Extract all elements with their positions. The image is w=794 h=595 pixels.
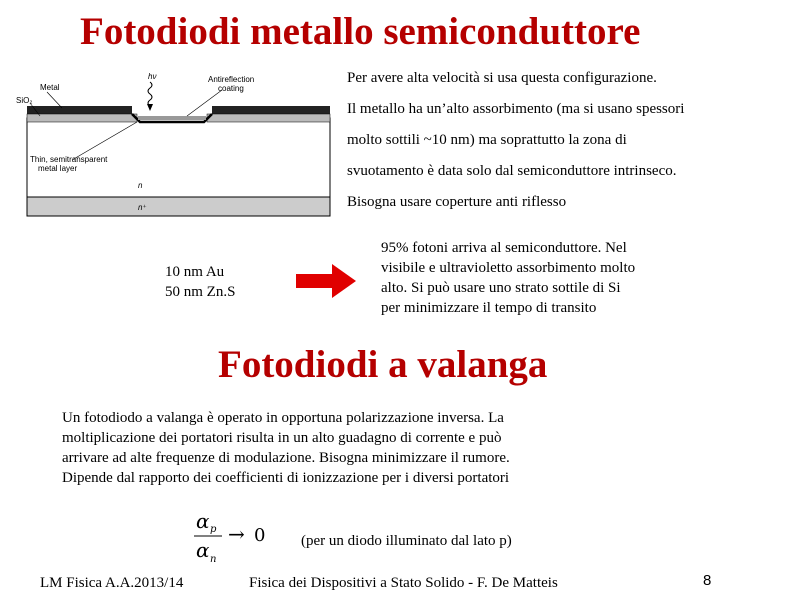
footer-author: Fisica dei Dispositivi a Stato Solido - F. De Matteis — [249, 575, 558, 591]
antireflection-coating — [138, 116, 206, 120]
formula-arrow: → — [228, 522, 245, 546]
formula-alpha-num: α — [196, 509, 210, 533]
layer-zns: 50 nm Zn.S — [165, 284, 236, 300]
label-coating: coating — [218, 84, 244, 93]
label-sio2: SiO₂ — [16, 96, 33, 105]
slide-title-metal-semiconductor: Fotodiodi metallo semiconduttore — [80, 10, 641, 53]
formula-zero: 0 — [254, 525, 266, 546]
sio2-layer-right — [207, 114, 330, 122]
metal-contact-right — [212, 106, 330, 114]
layer-gold: 10 nm Au — [165, 264, 225, 280]
coating-layers — [165, 262, 285, 302]
avalanche-line: Un fotodiodo a valanga è operato in opportuna polarizzazione inversa. La — [62, 410, 504, 426]
page-number: 8 — [703, 572, 712, 589]
avalanche-line: moltiplicazione dei portatori risulta in un alto guadagno di corrente e può — [62, 430, 502, 446]
result-line: visibile e ultravioletto assorbimento molto — [381, 260, 636, 276]
right-arrow-icon — [296, 264, 356, 298]
label-nplus: n⁺ — [138, 203, 147, 212]
label-thin: Thin, semitransparent — [30, 155, 108, 164]
intro-line: molto sottili ~10 nm) ma soprattutto la zona di — [347, 132, 627, 148]
avalanche-text — [62, 408, 622, 488]
label-n: n — [138, 181, 143, 190]
formula-sub-n: n — [210, 554, 217, 565]
intro-text — [347, 68, 787, 223]
formula-note: (per un diodo illuminato dal lato p) — [301, 533, 512, 549]
slide-title-avalanche: Fotodiodi a valanga — [218, 343, 548, 386]
nplus-layer — [27, 197, 330, 216]
intro-line: Bisogna usare coperture anti riflesso — [347, 194, 567, 210]
mesfet-photodiode-diagram — [12, 70, 342, 220]
intro-line: svuotamento è data solo dal semiconduttore intrinseco. — [347, 163, 677, 179]
ionization-ratio-formula — [190, 506, 280, 568]
label-metal: Metal — [40, 83, 60, 92]
label-antireflection: Antireflection — [208, 75, 255, 84]
result-line: 95% fotoni arriva al semiconduttore. Nel — [381, 240, 627, 256]
footer-course: LM Fisica A.A.2013/14 — [40, 575, 184, 591]
metal-contact-left — [27, 106, 132, 114]
avalanche-line: arrivare ad alte frequenze di modulazione. Bisogna minimizzare il rumore. — [62, 450, 510, 466]
label-hv: hν — [148, 72, 157, 81]
intro-line: Il metallo ha un’alto assorbimento (ma si usano spessori — [347, 101, 685, 117]
light-ray-icon — [148, 82, 152, 106]
label-metal-layer: metal layer — [38, 164, 78, 173]
intro-line: Per avere alta velocità si usa questa configurazione. — [347, 70, 657, 86]
formula-alpha-den: α — [196, 538, 210, 562]
result-line: alto. Si può usare uno strato sottile di Si — [381, 280, 621, 296]
result-text — [381, 238, 711, 318]
avalanche-line: Dipende dal rapporto dei coefficienti di ionizzazione per i diversi portatori — [62, 470, 510, 486]
result-line: per minimizzare il tempo di transito — [381, 300, 597, 316]
sio2-layer-left — [27, 114, 137, 122]
formula-sub-p: p — [210, 524, 217, 535]
